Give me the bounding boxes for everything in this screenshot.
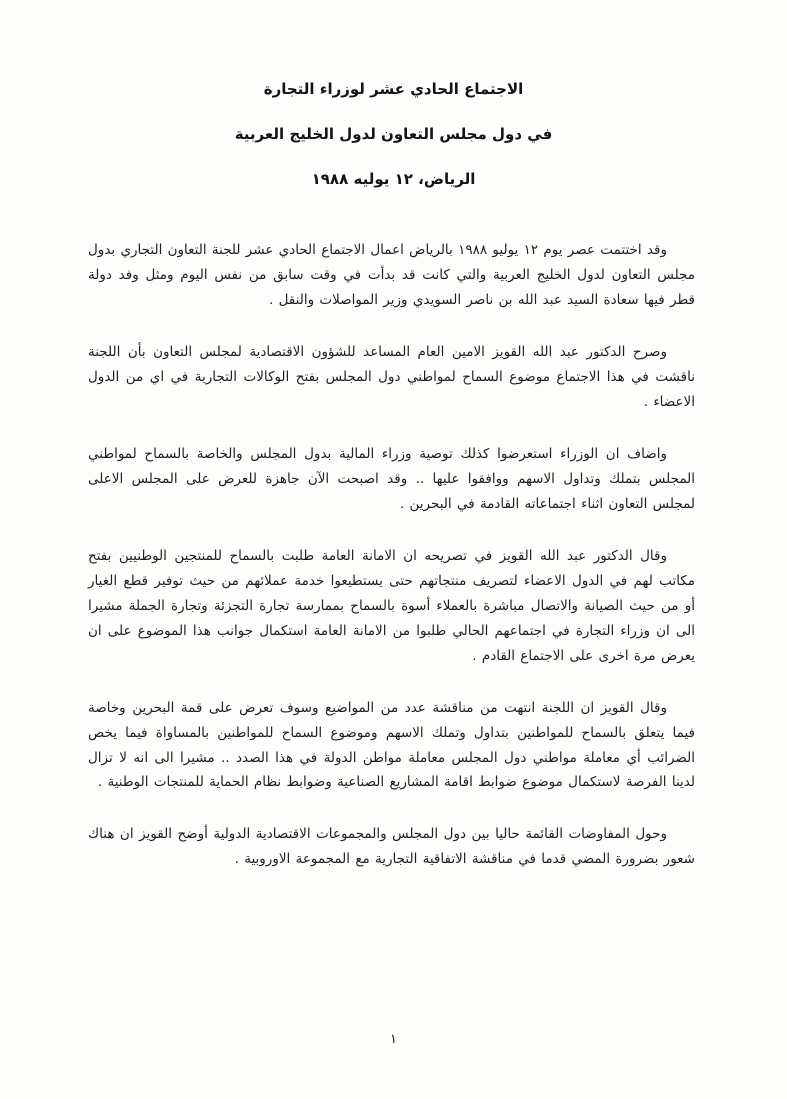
document-body	[88, 238, 695, 872]
paragraph-2: وصرح الدكتور عبد الله القويز الامين العام المساعد للشؤون الاقتصادية لمجلس التعاون بأن اللجنة ناقشت في هذا الاجتماع موضوع السماح لمواطني دول المجلس بفتح الوكالات التجارية في اي من الدول الاعضاء .	[88, 343, 695, 410]
paragraph-5: وقال القويز ان اللجنة انتهت من مناقشة عدد من المواضيع وسوف تعرض على قمة البحرين وخاصة فيما يتعلق بالسماح للمواطنين بتداول وتملك الاسهم وموضوع السماح للمواطنين بالمساواة فيما يخص الضرائب أي معاملة مواطني دول المجلس معاملة مواطن الدولة في هذا الصدد .. مشيرا الى انه لا تزال لدينا الفرصة لاستكمال موضوع ضوابط اقامة المشاريع الصناعية وضوابط نظام الحماية للمنتجات الوطنية .	[88, 699, 695, 791]
paragraph-6: وحول المفاوضات القائمة حاليا بين دول المجلس والمجموعات الاقتصادية الدولية أوضح القويز ان هناك شعور بضرورة المضي قدما في مناقشة الاتفاقية التجارية مع المجموعة الاوروبية .	[88, 826, 695, 868]
page-number: ١	[390, 1032, 397, 1047]
document-date-line: الرياض، ١٢ يوليه ١٩٨٨	[311, 170, 476, 188]
document-subtitle: في دول مجلس التعاون لدول الخليج العربية	[234, 125, 553, 143]
document-title: الاجتماع الحادي عشر لوزراء التجارة	[263, 80, 524, 98]
paragraph-3: واضاف ان الوزراء استعرضوا كذلك توصية وزراء المالية بدول المجلس والخاصة بالسماح لمواطني المجلس بتملك وتداول الاسهم ووافقوا عليها .. وقد اصبحت الآن جاهزة للعرض على المجلس الاعلى لمجلس التعاون اثناء اجتماعاته القادمة في البحرين .	[88, 445, 695, 512]
paragraph-1: وقد اختتمت عصر يوم ١٢ يوليو ١٩٨٨ بالرياض اعمال الاجتماع الحادي عشر للجنة التعاون التجاري بدول مجلس التعاون لدول الخليج العربية والتي كانت قد بدأت في وقت سابق من نفس اليوم ومثل وفد دولة قطر فيها سعادة السيد عبد الله بن ناصر السويدي وزير المواصلات والنقل .	[88, 242, 695, 308]
paragraph-4: وقال الدكتور عبد الله القويز في تصريحه ان الامانة العامة طلبت بالسماح للمنتجين الوطنيين بفتح مكاتب لهم في الدول الاعضاء لتصريف منتجاتهم حتى يستطيعوا خدمة عملائهم من حيث توفير قطع الغيار أو من حيث الصيانة والاتصال مباشرة بالعملاء أسوة بالسماح بممارسة تجارة التجزئة وتجارة الجملة مشيرا الى ان وزراء التجارة في اجتماعهم الحالي طلبوا من الامانة العامة استكمال جوانب هذا الموضوع على ان يعرض مرة اخرى على الاجتماع القادم .	[88, 547, 695, 664]
document-header	[0, 0, 787, 188]
